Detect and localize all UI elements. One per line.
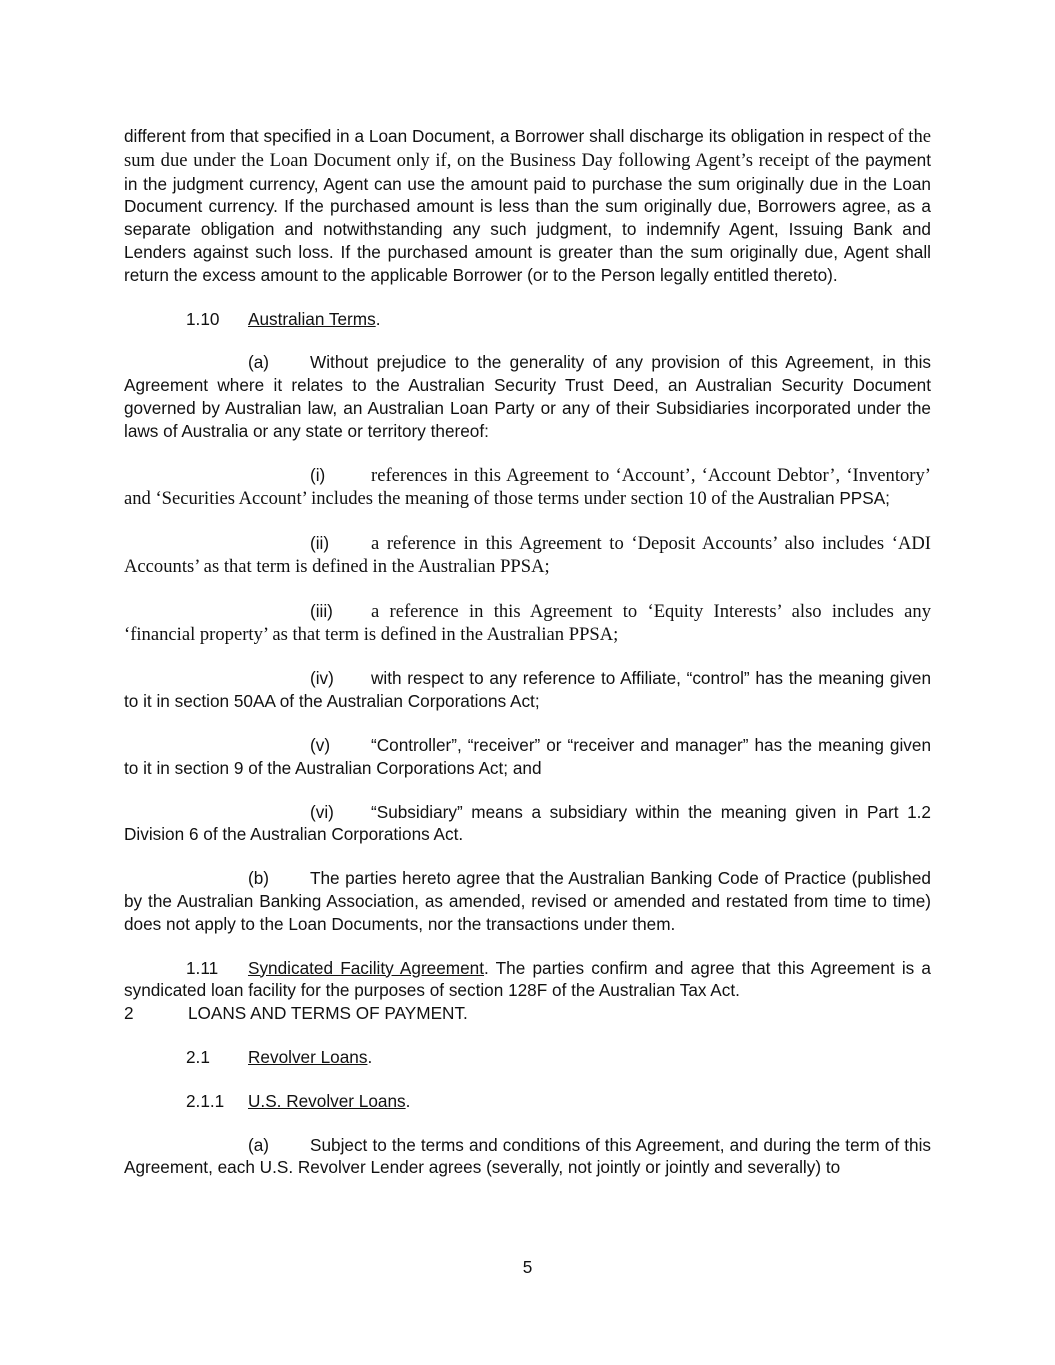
text-line: of the sum due under the Loan Document only if, on the Business Day following Agent’s receipt of bbox=[124, 126, 932, 171]
clause-label: (ii) bbox=[310, 533, 330, 554]
section-title: U.S. Revolver Loans bbox=[248, 1090, 406, 1111]
section-1-11 bbox=[124, 957, 931, 1003]
clause-1-10-a-iv bbox=[124, 667, 931, 713]
clause-text: Without prejudice to the generality of any provision of this Agreement, in this Agreement where it relates to the Australian Security Trust Deed, an Australian Security Document governed by Australian law, an Australian Loan Party or any of their Subsidiaries incorporated under the laws of Australia or any state or territory thereof: bbox=[124, 352, 931, 441]
section-title-period: . bbox=[405, 1090, 411, 1111]
section-title-period: . bbox=[367, 1046, 373, 1067]
clause-label: (vi) bbox=[310, 801, 334, 822]
clause-1-10-a-v bbox=[124, 734, 931, 780]
clause-text: “Controller”, “receiver” or “receiver and manager” has the meaning given to it in section 9 of the Australian Corporations Act; and bbox=[124, 734, 931, 778]
section-1-10-heading bbox=[124, 308, 931, 331]
section-2-1-1-heading bbox=[124, 1090, 931, 1113]
section-title: Australian Terms bbox=[248, 308, 376, 329]
clause-text: a reference in this Agreement to ‘Deposit Accounts’ also includes ‘ADI Accounts’ as that term is defined in the Australian PPSA; bbox=[124, 533, 931, 577]
document-page bbox=[124, 125, 931, 1179]
clause-label: (v) bbox=[310, 734, 331, 755]
text-line: the payment in the judgment currency, Agent can use the amount paid to purchase the sum originally due in the Loan Document currency. If the purchased amount is less than the sum originally due, Borrowers agree, as a separate obligation and notwithstanding any such judgment, to indemnify Agent, Issuing Bank and Lenders against such loss. If the purchased amount is greater than the sum originally due, Agent shall return the excess amount to the applicable Borrower (or to the Person legally entitled thereto). bbox=[124, 149, 932, 285]
clause-1-10-a-i bbox=[124, 464, 931, 512]
clause-text: with respect to any reference to Affiliate, “control” has the meaning given to it in section 50AA of the Australian Corporations Act; bbox=[124, 668, 931, 712]
paragraph-judgment-currency bbox=[124, 125, 931, 287]
clause-text: Subject to the terms and conditions of this Agreement, and during the term of this Agreement, each U.S. Revolver Lender agrees (severally, not jointly or jointly and severally) to bbox=[124, 1134, 931, 1178]
clause-label: (iii) bbox=[310, 600, 333, 621]
clause-1-10-b bbox=[124, 867, 931, 935]
clause-label: (b) bbox=[248, 868, 270, 889]
clause-label: (iv) bbox=[310, 668, 334, 689]
section-2-1-heading bbox=[124, 1046, 931, 1069]
article-title: LOANS AND TERMS OF PAYMENT. bbox=[188, 1003, 468, 1024]
clause-text: Australian PPSA; bbox=[758, 488, 890, 509]
section-number: 1.11 bbox=[186, 957, 219, 978]
section-title: Revolver Loans bbox=[248, 1046, 368, 1067]
section-number: 2.1 bbox=[186, 1046, 210, 1067]
clause-label: (i) bbox=[310, 464, 326, 485]
article-number: 2 bbox=[124, 1003, 134, 1024]
clause-text: a reference in this Agreement to ‘Equity Interests’ also includes any ‘financial property’ as that term is defined in the Australian PPSA; bbox=[124, 600, 931, 645]
clause-1-10-a bbox=[124, 351, 931, 442]
section-number: 2.1.1 bbox=[186, 1090, 225, 1111]
clause-1-10-a-iii bbox=[124, 600, 931, 647]
clause-2-1-1-a bbox=[124, 1134, 931, 1180]
section-title-period: . bbox=[375, 308, 381, 329]
section-text: . The parties confirm and agree that this Agreement is a syndicated loan facility for the purposes of section 128F of the Australian Tax Act. bbox=[124, 957, 931, 1001]
text-line: different from that specified in a Loan Document, a Borrower shall discharge its obligation in respect bbox=[124, 126, 884, 146]
clause-text: “Subsidiary” means a subsidiary within the meaning given in Part 1.2 Division 6 of the Australian Corporations Act. bbox=[124, 801, 931, 845]
clause-label: (a) bbox=[248, 1134, 270, 1155]
clause-text: The parties hereto agree that the Australian Banking Code of Practice (published by the Australian Banking Association, as amended, revised or amended and restated from time to time) does not apply to the Loan Documents, nor the transactions under them. bbox=[124, 868, 931, 934]
article-2-heading bbox=[124, 1002, 931, 1025]
section-title: Syndicated Facility Agreement bbox=[248, 957, 485, 978]
clause-1-10-a-vi bbox=[124, 801, 931, 847]
section-number: 1.10 bbox=[186, 308, 220, 329]
clause-label: (a) bbox=[248, 352, 270, 373]
page-number: 5 bbox=[522, 1257, 533, 1277]
clause-text: references in this Agreement to ‘Account’, ‘Account Debtor’, ‘Inventory’ and ‘Securities Account’ includes the meaning of those terms under section 10 of the bbox=[124, 464, 931, 510]
clause-1-10-a-ii bbox=[124, 532, 931, 579]
